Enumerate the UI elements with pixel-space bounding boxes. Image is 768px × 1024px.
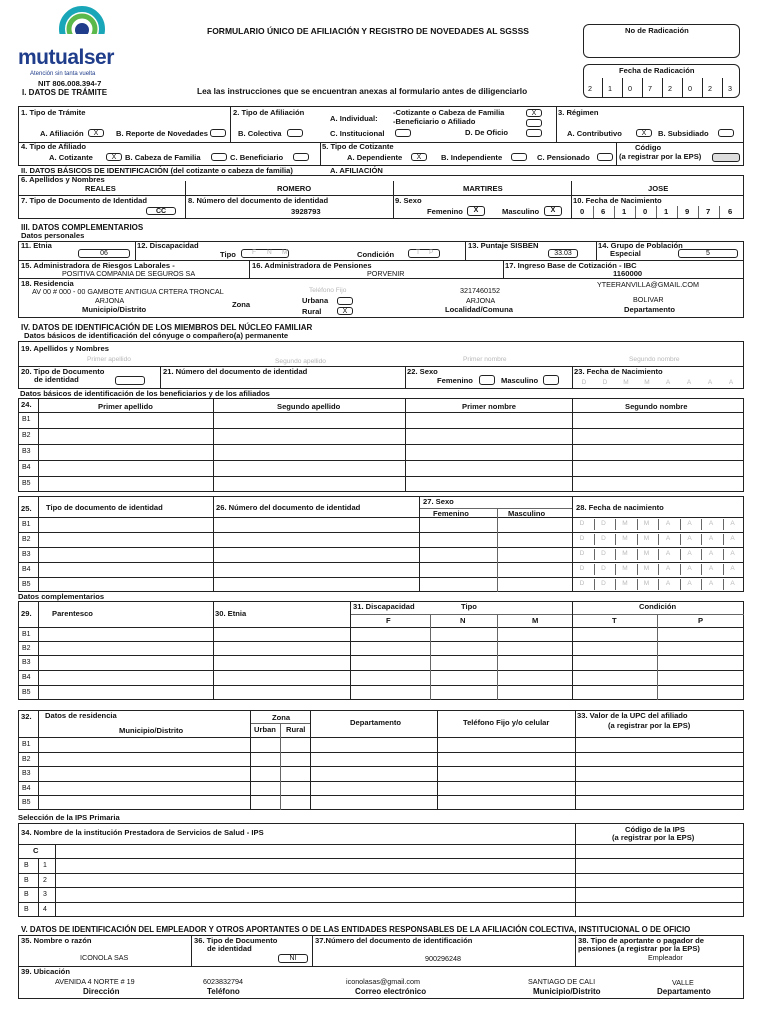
date-cell: M <box>622 580 628 587</box>
fr-digit: 2 <box>588 84 592 93</box>
f37-label: 37.Número del documento de identificación <box>315 936 473 945</box>
f19-label: 19. Apellidos y Nombres <box>21 344 109 353</box>
aportante-num-doc: 900296248 <box>425 954 461 963</box>
f20-label-b: de identidad <box>34 375 79 384</box>
masculino-label: Masculino <box>502 207 540 216</box>
f1-label: 1. Tipo de Trámite <box>21 108 86 117</box>
date-cell: A <box>708 535 714 542</box>
ubicacion-direccion-label: Dirección <box>83 987 120 996</box>
date-cell: D <box>601 580 606 587</box>
f2-institucional: C. Institucional <box>330 129 385 138</box>
ubicacion-municipio: SANTIAGO DE CALI <box>528 977 596 986</box>
g3-col-parentesco: Parentesco <box>52 609 93 618</box>
row-label: B2 <box>22 756 31 763</box>
date-cell: A <box>730 580 735 587</box>
date-cell: A <box>708 520 714 527</box>
g3-col-p: P <box>698 616 704 625</box>
disc-tipo-f: F <box>252 249 257 256</box>
g2-col-num: 26. Número del documento de identidad <box>216 503 361 512</box>
g2-col-fem: Femenino <box>433 509 469 518</box>
g1-col-n1: Primer nombre <box>462 402 517 411</box>
f1-afiliacion: A. Afiliación <box>40 129 84 138</box>
subsidiado-checkbox[interactable] <box>718 129 734 137</box>
afiliacion-checkbox[interactable]: X <box>88 129 104 137</box>
fr-digit: 7 <box>648 84 652 93</box>
row-label: B3 <box>22 448 31 455</box>
date-cell: A <box>730 535 735 542</box>
ips-sub: Selección de la IPS Primaria <box>18 813 120 822</box>
f38-label-a: 38. Tipo de aportante o pagador de <box>578 936 705 945</box>
row-label: B3 <box>22 659 31 666</box>
apellido1: REALES <box>85 184 116 193</box>
ubicacion-telefono: 6023832794 <box>203 977 243 986</box>
email-value: YTEERANVILLA@GMAIL.COM <box>597 280 699 289</box>
g2-col-sexo: 27. Sexo <box>423 497 454 506</box>
ips-row-n: 2 <box>43 877 47 884</box>
f14-label-b: Especial <box>610 249 641 258</box>
ips-row-b: B <box>24 906 29 913</box>
ips-row-b: B <box>24 891 29 898</box>
date-cell: M <box>622 520 628 527</box>
fr-digit: 2 <box>708 84 712 93</box>
date-cell: M <box>643 565 650 572</box>
fr-digit: 0 <box>628 84 632 93</box>
section-1-title: I. DATOS DE TRÁMITE <box>22 88 108 97</box>
sisben-field[interactable]: 33.03 <box>548 249 578 258</box>
codigo-field[interactable] <box>712 153 740 162</box>
ph-apellido1: Primer apellido <box>87 356 131 363</box>
f8-label: 8. Número del documento de identidad <box>188 196 329 205</box>
beneficiario-afiliado-checkbox[interactable] <box>526 119 542 127</box>
date-cell: A <box>665 565 671 572</box>
apellido2: ROMERO <box>277 184 312 193</box>
benef-date-grid <box>572 517 744 592</box>
ph-nombre2: Segundo nombre <box>629 356 680 363</box>
g4-col-upc: 33. Valor de la UPC del afiliado <box>577 711 688 720</box>
date-cell: M <box>643 535 650 542</box>
row-label: B5 <box>22 480 31 487</box>
pensionado-checkbox[interactable] <box>597 153 613 161</box>
tipo-cotizante-checkbox[interactable]: X <box>106 153 122 161</box>
municipio-label: Municipio/Distrito <box>82 305 147 314</box>
f3-contributivo: A. Contributivo <box>567 129 622 138</box>
cotizante-cabeza-checkbox[interactable]: X <box>526 109 542 117</box>
date-cell: A <box>687 535 692 542</box>
fr-digit: 0 <box>688 84 692 93</box>
row-label: B5 <box>22 799 31 806</box>
date-cell: A <box>730 520 735 527</box>
f21-label: 21. Número del documento de identidad <box>163 367 308 376</box>
ubicacion-departamento-label: Departamento <box>657 987 711 996</box>
f20-label-a: 20. Tipo de Documento <box>21 367 105 376</box>
row-label: B1 <box>22 631 31 638</box>
date-cell: D <box>601 535 606 542</box>
date-cell: A <box>687 520 692 527</box>
ips-row-n: 4 <box>43 906 47 913</box>
g2-num: 25. <box>21 504 32 513</box>
row-label: B5 <box>22 689 31 696</box>
reporte-checkbox[interactable] <box>210 129 226 137</box>
cod-ips-label: Código de la IPS <box>625 825 685 834</box>
date-cell: M <box>643 580 650 587</box>
ph-apellido2: Segundo apellido <box>275 358 326 365</box>
f3-subsidiado: B. Subsidiado <box>658 129 709 138</box>
f14-label-a: 14. Grupo de Población <box>598 241 683 250</box>
g3-col-cond: Condición <box>639 602 677 611</box>
g2-col-tipo: Tipo de documento de identidad <box>46 503 163 512</box>
rural-label: Rural <box>302 307 322 316</box>
section-2-title: II. DATOS BÁSICOS DE IDENTIFICACIÓN (del cotizante o cabeza de familia) <box>21 166 293 175</box>
ubicacion-correo-label: Correo electrónico <box>355 987 427 996</box>
urbana-checkbox[interactable] <box>337 297 353 305</box>
municipio-value: ARJONA <box>95 296 125 305</box>
num-doc: 3928793 <box>291 207 321 216</box>
date-cell: D <box>602 379 608 386</box>
g3-col-n: N <box>460 616 466 625</box>
f3-label: 3. Régimen <box>558 108 599 117</box>
f5-label: 5. Tipo de Cotizante <box>322 142 394 151</box>
row-label: B2 <box>22 536 31 543</box>
f36-label-b: de identidad <box>207 944 252 953</box>
row-label: B4 <box>22 464 31 471</box>
date-cell: A <box>730 550 735 557</box>
conyuge-fem-label: Femenino <box>437 376 473 385</box>
zona-label: Zona <box>232 300 251 309</box>
f5-pensionado: C. Pensionado <box>537 153 590 162</box>
g4-col-depto: Departamento <box>350 718 402 727</box>
ips-row-n: 1 <box>43 862 47 869</box>
razon-value: ICONOLA SAS <box>80 953 129 962</box>
f1-reporte: B. Reporte de Novedades <box>116 129 208 138</box>
f11-label: 11. Etnia <box>21 241 52 250</box>
f2-individual: A. Individual: <box>330 114 378 123</box>
row-label: B4 <box>22 674 31 681</box>
independiente-checkbox[interactable] <box>511 153 527 161</box>
g4-col-upc-note: (a registrar por la EPS) <box>608 721 691 730</box>
date-cell: A <box>687 580 692 587</box>
nit: NIT 806.008.394-7 <box>38 79 102 88</box>
conyuge-masc-checkbox[interactable] <box>543 375 559 385</box>
f34-label: 34. Nombre de la institución Prestadora de Servicios de Salud - IPS <box>21 828 264 837</box>
departamento-value: BOLIVAR <box>633 295 664 304</box>
conyuge-tipo-doc[interactable] <box>115 376 145 385</box>
f9-label: 9. Sexo <box>395 196 422 205</box>
section-4-title: IV. DATOS DE IDENTIFICACIÓN DE LOS MIEMBROS DEL NÚCLEO FAMILIAR <box>21 323 313 332</box>
section-3-title: III. DATOS COMPLEMENTARIOS <box>21 223 144 232</box>
f6-label: 6. Apellidos y Nombres <box>21 175 105 184</box>
fecha-radicacion-digits <box>583 78 740 98</box>
f15-label: 15. Administradora de Riesgos Laborales - <box>21 261 175 270</box>
departamento-label: Departamento <box>624 305 676 314</box>
g3-col-disc: 31. Discapacidad <box>353 602 415 611</box>
f5-dependiente: A. Dependiente <box>347 153 403 162</box>
section-2-afiliacion: A. AFILIACIÓN <box>330 166 383 175</box>
g3-col-f: F <box>386 616 391 625</box>
dependiente-checkbox[interactable]: X <box>411 153 427 161</box>
g3-col-t: T <box>612 616 617 625</box>
f18-label: 18. Residencia <box>21 279 74 288</box>
date-cell: D <box>579 550 585 557</box>
date-cell: A <box>665 535 671 542</box>
ips-row-n: 3 <box>43 891 47 898</box>
ubicacion-direccion: AVENIDA 4 NORTE # 19 <box>55 977 135 986</box>
date-cell: A <box>665 580 671 587</box>
benef-sub: Datos básicos de identificación de los beneficiarios y de los afiliados <box>20 389 270 398</box>
date-cell: A <box>687 565 692 572</box>
instructions: Lea las instrucciones que se encuentran anexas al formulario antes de diligenciarlo <box>197 86 528 96</box>
conyuge-fecha-nac[interactable] <box>574 378 743 388</box>
fn-digit: 6 <box>728 207 733 216</box>
contributivo-checkbox[interactable]: X <box>636 129 652 137</box>
f4-cabeza: B. Cabeza de Familia <box>125 153 201 162</box>
row-label: B2 <box>22 432 31 439</box>
fn-digit: 1 <box>622 207 627 216</box>
date-cell: M <box>622 550 628 557</box>
arl-value: POSITIVA COMPANIA DE SEGUROS SA <box>62 269 196 278</box>
fn-digit: 9 <box>685 207 690 216</box>
row-label: B3 <box>22 551 31 558</box>
f2-label: 2. Tipo de Afiliación <box>233 108 305 117</box>
tipo-cabeza-checkbox[interactable] <box>211 153 227 161</box>
f12-label: 12. Discapacidad <box>137 241 199 250</box>
date-cell: D <box>601 520 606 527</box>
nombre1: MARTIRES <box>463 184 503 193</box>
tipo-label: Tipo <box>220 250 236 259</box>
date-cell: A <box>665 520 671 527</box>
f36-label-a: 36. Tipo de Documento <box>194 936 278 945</box>
ips-c: C <box>33 846 39 855</box>
date-cell: A <box>686 379 692 386</box>
etnia-field[interactable]: 06 <box>78 249 130 258</box>
row-label: B5 <box>22 581 31 588</box>
fn-digit: 7 <box>706 207 711 216</box>
nombre2: JOSE <box>648 184 669 193</box>
row-label: B1 <box>22 741 31 748</box>
fn-digit: 1 <box>664 207 669 216</box>
disc-tipo-m: M <box>282 249 288 256</box>
row-label: B3 <box>22 770 31 777</box>
masculino-checkbox[interactable]: X <box>544 206 562 216</box>
ubicacion-departamento: VALLE <box>672 978 694 987</box>
date-cell: M <box>643 520 650 527</box>
row-label: B1 <box>22 521 31 528</box>
cod-ips-note: (a registrar por la EPS) <box>612 833 695 842</box>
f4-label: 4. Tipo de Afiliado <box>21 142 86 151</box>
date-cell: A <box>665 379 671 386</box>
f13-label: 13. Puntaje SISBEN <box>468 241 539 250</box>
fr-digit: 1 <box>608 84 612 93</box>
oficio-checkbox[interactable] <box>526 129 542 137</box>
ips-row-b: B <box>24 862 29 869</box>
fecha-radicacion-label: Fecha de Radicación <box>619 66 695 75</box>
localidad-value: ARJONA <box>466 296 496 305</box>
rural-checkbox[interactable]: X <box>337 307 353 315</box>
f4-beneficiario: C. Beneficiario <box>230 153 284 162</box>
g3-col-m: M <box>532 616 539 625</box>
g2-col-masc: Masculino <box>508 509 546 518</box>
date-cell: M <box>622 535 628 542</box>
ubicacion-municipio-label: Municipio/Distrito <box>533 987 601 996</box>
date-cell: A <box>728 379 734 386</box>
f35-label: 35. Nombre o razón <box>21 936 92 945</box>
urbana-label: Urbana <box>302 296 329 305</box>
ips-row-b: B <box>24 877 29 884</box>
ubicacion-correo: iconolasas@gmail.com <box>346 977 421 986</box>
f2-oficio: D. De Oficio <box>465 128 509 137</box>
date-cell: M <box>622 565 628 572</box>
aportante-tipo-doc[interactable]: NI <box>278 954 308 963</box>
date-cell: A <box>708 580 714 587</box>
date-cell: A <box>708 565 714 572</box>
row-label: B1 <box>22 416 31 423</box>
f2-colectiva: B. Colectiva <box>238 129 282 138</box>
date-cell: A <box>708 550 714 557</box>
date-cell: A <box>730 565 735 572</box>
disc-cond-p: P <box>429 249 434 256</box>
section-3-sub: Datos personales <box>21 231 85 240</box>
ibc-value: 1160000 <box>613 269 643 278</box>
f7-label: 7. Tipo de Documento de Identidad <box>21 196 148 205</box>
conyuge-fem-checkbox[interactable] <box>479 375 495 385</box>
row-label: B2 <box>22 645 31 652</box>
date-cell: D <box>601 550 606 557</box>
f38-label-b: pensiones (a registrar por la EPS) <box>578 944 700 953</box>
fn-digit: 0 <box>643 207 648 216</box>
form-title: FORMULARIO ÚNICO DE AFILIACIÓN Y REGISTRO DE NOVEDADES AL SGSSS <box>207 26 529 36</box>
g4-col-urban: Urban <box>254 725 276 734</box>
direccion-value: AV 00 # 000 - 00 GAMBOTE ANTIGUA CRTERA TRONCAL <box>32 287 224 296</box>
g4-col-zona: Zona <box>272 713 291 722</box>
f4-cotizante: A. Cotizante <box>49 153 93 162</box>
disc-condicion-field[interactable] <box>408 249 440 258</box>
f17-label: 17. Ingreso Base de Cotización - IBC <box>505 261 637 270</box>
afp-value: PORVENIR <box>367 269 405 278</box>
brand-tagline: Atención sin tanta vuelta <box>30 71 96 77</box>
date-cell: D <box>579 565 585 572</box>
section-4-sub: Datos básicos de identificación del cónyuge o compañero(a) permanente <box>24 331 289 340</box>
date-cell: A <box>707 379 713 386</box>
g1-num: 24. <box>21 400 32 409</box>
f39-label: 39. Ubicación <box>21 967 70 976</box>
date-cell: D <box>579 520 585 527</box>
fecha-nacimiento-digits <box>573 206 743 218</box>
g3-num: 29. <box>21 609 32 618</box>
date-cell: M <box>643 550 650 557</box>
institucional-checkbox[interactable] <box>395 129 411 137</box>
g1-col-ap2: Segundo apellido <box>277 402 341 411</box>
row-label: B4 <box>22 785 31 792</box>
fr-digit: 2 <box>668 84 672 93</box>
disc-cond-t: T <box>416 249 421 256</box>
celular-value: 3217460152 <box>460 286 500 295</box>
codigo-label: Código <box>635 143 662 152</box>
disc-tipo-n: N <box>267 249 272 256</box>
section-5-title: V. DATOS DE IDENTIFICACIÓN DEL EMPLEADOR Y OTROS APORTANTES O DE LAS ENTIDADES RESPONSABLES DE LA AFILIACIÓN COLECTIVA, INSTITUCIONAL O DE OFICIO <box>21 925 691 934</box>
brand-name: mutualser <box>18 46 114 69</box>
conyuge-masc-label: Masculino <box>501 376 539 385</box>
g2-col-fecha: 28. Fecha de nacimiento <box>576 503 664 512</box>
fn-digit: 6 <box>601 207 606 216</box>
aportante-tipo: Empleador <box>648 953 683 962</box>
date-cell: D <box>601 565 606 572</box>
femenino-checkbox[interactable]: X <box>467 206 485 216</box>
f2-cotizante-cabeza: -Cotizante o Cabeza de Familia <box>393 108 505 117</box>
date-cell: D <box>579 535 585 542</box>
ubicacion-telefono-label: Teléfono <box>207 987 240 996</box>
g3-col-etnia: 30. Etnia <box>215 609 247 618</box>
radicacion-label: No de Radicación <box>625 26 689 35</box>
localidad-label: Localidad/Comuna <box>445 305 513 314</box>
tipo-beneficiario-checkbox[interactable] <box>293 153 309 161</box>
date-cell: D <box>579 580 585 587</box>
tipo-doc-field[interactable]: CC <box>146 207 176 215</box>
date-cell: M <box>644 379 650 386</box>
date-cell: A <box>665 550 671 557</box>
f10-label: 10. Fecha de Nacimiento <box>573 196 662 205</box>
codigo-note: (a registrar por la EPS) <box>619 152 702 161</box>
g4-col-mun: Municipio/Distrito <box>119 726 184 735</box>
femenino-label: Femenino <box>427 207 463 216</box>
date-cell: D <box>581 379 587 386</box>
fn-digit: 0 <box>580 207 585 216</box>
g4-col-res: Datos de residencia <box>45 711 117 720</box>
condicion-label: Condición <box>357 250 395 259</box>
f22-label: 22. Sexo <box>407 367 438 376</box>
logo <box>18 4 118 86</box>
fr-digit: 3 <box>728 84 732 93</box>
g4-num: 32. <box>21 712 32 721</box>
date-cell: M <box>623 379 629 386</box>
ph-nombre1: Primer nombre <box>463 356 507 363</box>
f2-beneficiario: -Beneficiario o Afiliado <box>393 117 476 126</box>
f5-independiente: B. Independiente <box>441 153 503 162</box>
comp-sub: Datos complementarios <box>18 592 105 601</box>
g4-col-rural: Rural <box>286 725 306 734</box>
g4-col-tel: Teléfono Fijo y/o celular <box>463 718 550 727</box>
g1-col-n2: Segundo nombre <box>625 402 688 411</box>
g3-col-tipo: Tipo <box>461 602 477 611</box>
colectiva-checkbox[interactable] <box>287 129 303 137</box>
logo-mark-icon <box>18 4 118 50</box>
tel-fijo-placeholder: Teléfono Fijo <box>309 287 347 294</box>
row-label: B4 <box>22 566 31 573</box>
g1-col-ap1: Primer apellido <box>98 402 153 411</box>
f23-label: 23. Fecha de Nacimiento <box>574 367 663 376</box>
grupo-field[interactable]: 5 <box>678 249 738 258</box>
date-cell: A <box>687 550 692 557</box>
f16-label: 16. Administradora de Pensiones <box>252 261 372 270</box>
